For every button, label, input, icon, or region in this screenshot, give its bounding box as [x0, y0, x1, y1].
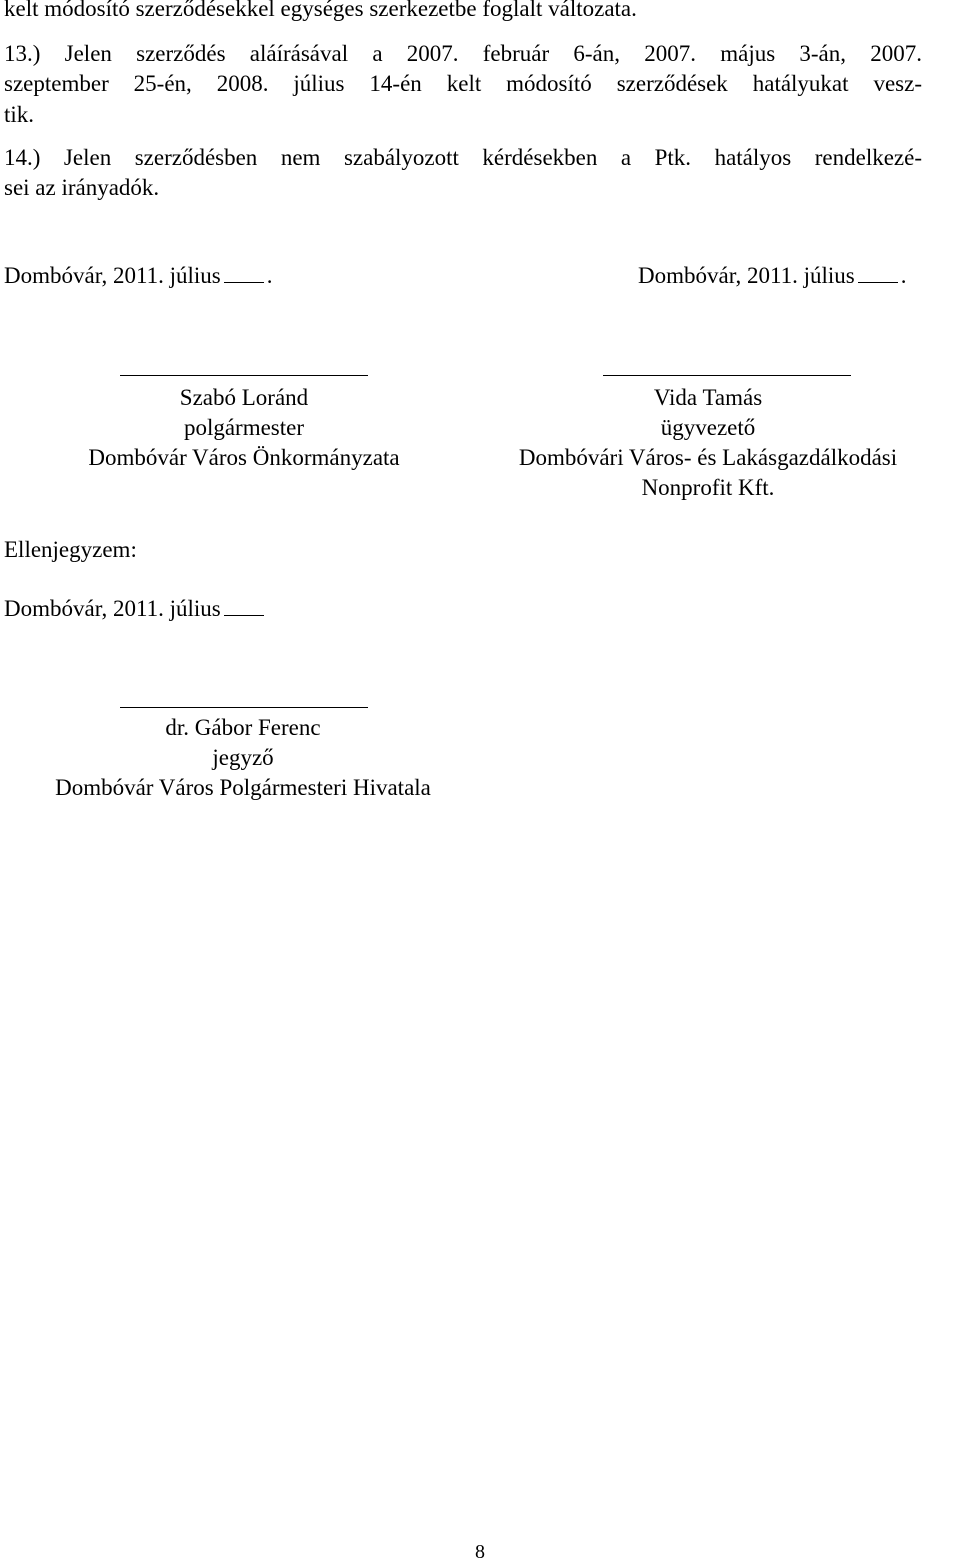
signatory-right-org2: Nonprofit Kft. [641, 475, 775, 500]
intro-line: kelt módosító szerződésekkel egységes szerkezetbe foglalt változata. [4, 0, 637, 21]
signatory-right-title: ügyvezető [660, 415, 756, 440]
date-right-blank[interactable] [858, 281, 898, 283]
date-right [638, 264, 906, 287]
clause-14-line-2: sei az irányadók. [4, 175, 160, 200]
date-left-text: Dombóvár, 2011. július [4, 263, 221, 288]
countersign-date [4, 597, 267, 620]
countersigner-title: jegyző [212, 745, 274, 770]
signatory-left-title: polgármester [183, 415, 305, 440]
signature-line-countersign [120, 707, 368, 708]
countersign-date-text: Dombóvár, 2011. július [4, 596, 221, 621]
clause-13-line-3: tik. [4, 102, 35, 127]
date-right-period: . [900, 263, 907, 288]
clause-13-line-1: 13.) Jelen szerződés aláírásával a 2007. február 6-án, 2007. május 3-án, 2007. [4, 41, 922, 66]
signatory-left-org: Dombóvár Város Önkormányzata [88, 445, 400, 470]
clause-14-line-1: 14.) Jelen szerződésben nem szabályozott kérdésekben a Ptk. hatályos rendelkezé- [4, 145, 922, 170]
countersigner [0, 716, 486, 806]
page-number: 8 [475, 1541, 485, 1563]
clause-13 [4, 42, 922, 102]
signatory-right-name: Vida Tamás [653, 385, 763, 410]
countersigner-org: Dombóvár Város Polgármesteri Hivatala [55, 775, 431, 800]
date-left-period: . [266, 263, 273, 288]
countersign-label: Ellenjegyzem: [4, 537, 137, 562]
signature-line-right [603, 375, 851, 376]
clause-14 [4, 146, 922, 176]
clause-13-line-2: szeptember 25-én, 2008. július 14-én kelt módosító szerződések hatályukat vesz- [4, 71, 922, 96]
signatory-left [44, 386, 444, 476]
signature-line-left [120, 375, 368, 376]
countersigner-name: dr. Gábor Ferenc [165, 715, 321, 740]
date-left-blank[interactable] [224, 281, 264, 283]
signatory-right [427, 386, 960, 506]
date-right-text: Dombóvár, 2011. július [638, 263, 855, 288]
countersign-date-blank[interactable] [224, 614, 264, 616]
signatory-right-org: Dombóvári Város- és Lakásgazdálkodási [518, 445, 898, 470]
signatory-left-name: Szabó Loránd [179, 385, 309, 410]
date-left [4, 264, 272, 287]
